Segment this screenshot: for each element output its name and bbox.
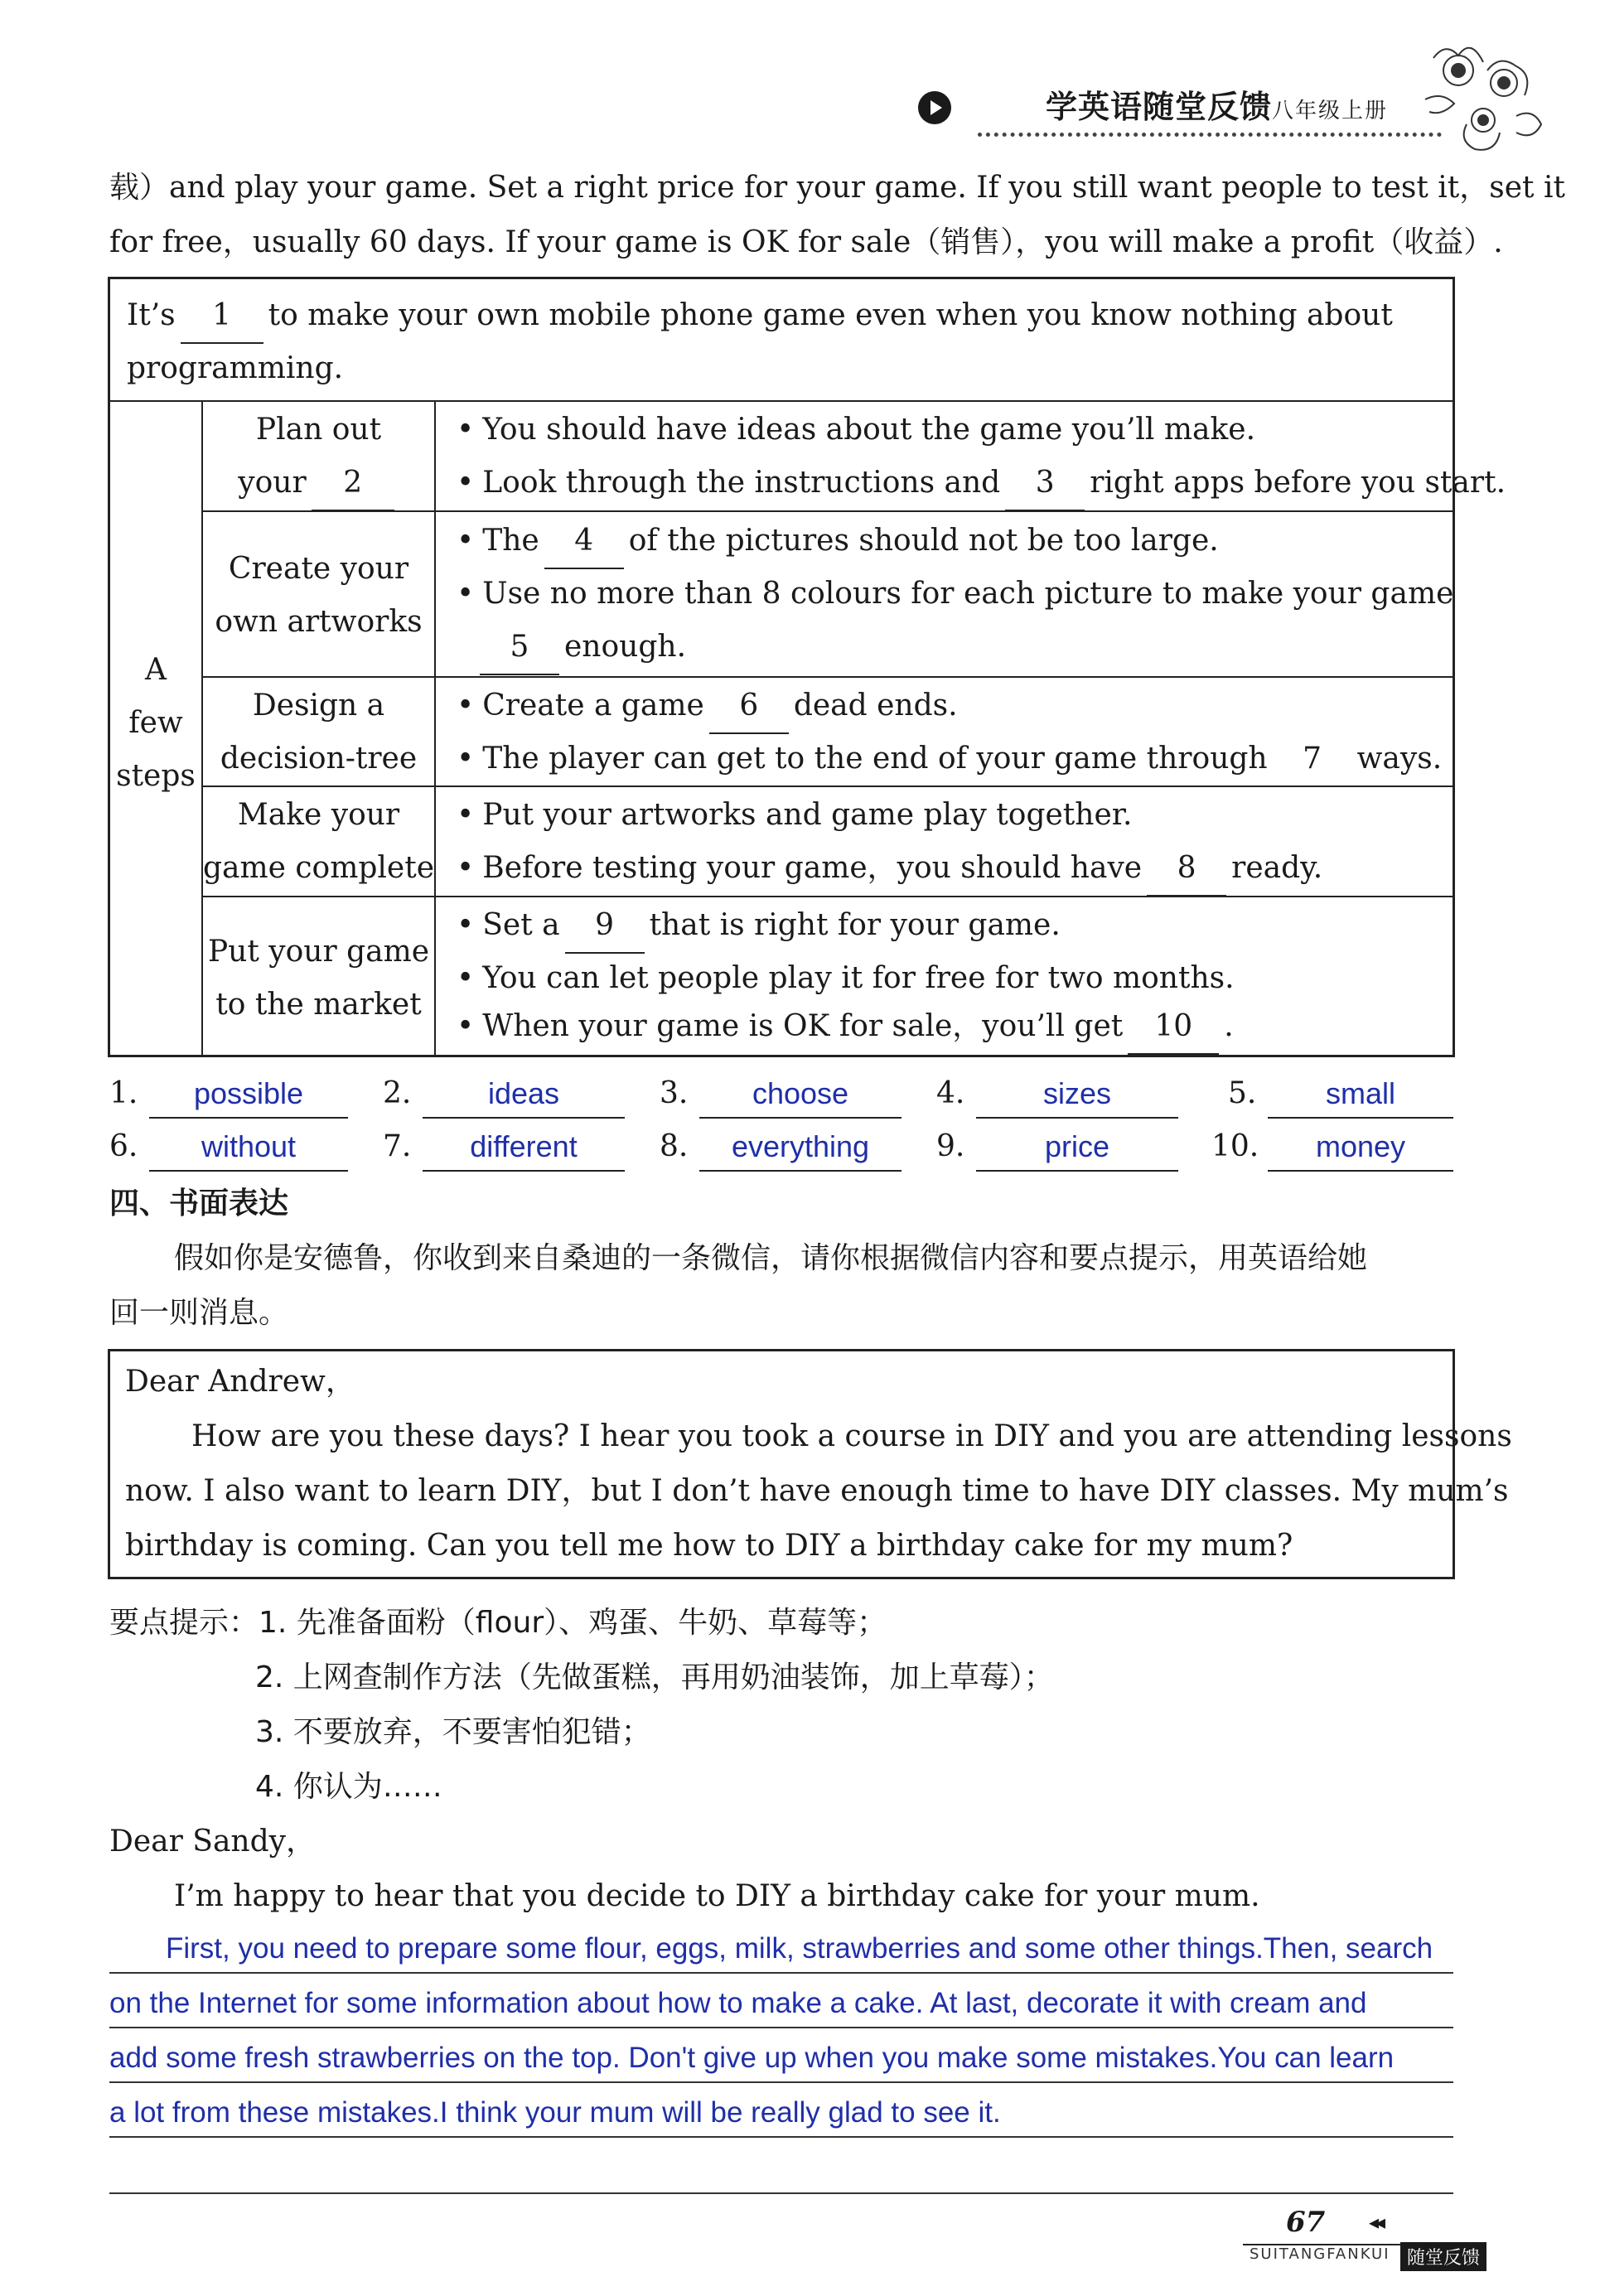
answer-field[interactable]: price [976,1122,1178,1172]
writing-rule [109,1972,1453,1974]
blank-7: 7 [1273,732,1352,787]
page-number: 67 [1286,2206,1326,2239]
bullet: • Look through the instructions and 3 right apps before you start. [457,457,1506,511]
instruction-line: 假如你是安德鲁，你收到来自桑迪的一条微信，请你根据微信内容和要点提示，用英语给她 [174,1241,1368,1275]
answer-field[interactable]: everything [699,1122,902,1172]
header-title: 学英语随堂反馈八年级上册 [1046,89,1389,125]
left-label: A few steps [116,653,196,793]
tips-label: 要点提示： [109,1606,259,1640]
table-rule [110,400,1453,402]
footer-tag: 随堂反馈 [1400,2242,1486,2271]
tips-row [109,1596,887,1651]
answer-field[interactable]: sizes [976,1069,1178,1119]
table-rule [434,400,436,1055]
bullet: • When your game is OK for sale，you’ll get 10 . [457,1000,1234,1055]
answer-number: 1. [109,1076,138,1110]
wechat-message-box [108,1349,1512,1579]
blank-8: 8 [1147,842,1226,897]
bullet: • Put your artworks and game play together. [457,798,1133,832]
writing-rule [109,2081,1453,2083]
step-label: Plan out your 2 [203,404,434,511]
writing-rule [109,2027,1453,2028]
answer-field[interactable]: small [1268,1069,1453,1119]
reply-greeting: Dear Sandy， [109,1825,316,1859]
bullet: • The 4 of the pictures should not be too large. [457,515,1219,569]
bullet: • Set a 9 that is right for your game. [457,899,1061,954]
letter-greeting: Dear Andrew， [125,1365,355,1399]
answer-field[interactable]: without [149,1122,348,1172]
answer-field[interactable]: choose [699,1069,902,1119]
reply-opening: I’m happy to hear that you decide to DIY a birthday cake for your mum. [174,1879,1260,1913]
writing-rule [109,2192,1453,2194]
handwritten-line: on the Internet for some information about how to make a cake. At last, decorate it with cream and [109,1987,1367,2019]
answer-field[interactable]: ideas [423,1069,625,1119]
footer-pinyin: SUITANGFANKUI [1250,2245,1390,2263]
letter-line: How are you these days? I hear you took a course in DIY and you are attending lessons [191,1419,1512,1453]
step-label: Design a decision-tree [220,689,418,776]
back-arrows-icon: ◂◂ [1369,2211,1383,2234]
handwritten-line: a lot from these mistakes.I think your mum will be really glad to see it. [109,2096,1001,2129]
answer-field[interactable]: possible [149,1069,348,1119]
blank-6: 6 [709,679,789,734]
answer-number: 6. [109,1129,138,1163]
bullet: • Before testing your game，you should have 8 ready. [457,842,1322,897]
bullet: • Use no more than 8 colours for each picture to make your game [457,577,1454,611]
instruction-line: 回一则消息。 [109,1296,289,1330]
tip-item: 2. 上网查制作方法（先做蛋糕，再用奶油装饰，加上草莓）； [255,1660,1054,1694]
answer-number: 7. [383,1129,412,1163]
handwritten-line: add some fresh strawberries on the top. Don't give up when you make some mistakes.You can learn [109,2042,1395,2074]
paragraph-line: 载）and play your game. Set a right price for your game. If you still want people to test it，set it [109,171,1565,205]
answer-field[interactable]: money [1268,1122,1453,1172]
summary-table [108,277,1506,1057]
step-label: Make your game complete [203,798,434,885]
tip-item: 1. 先准备面粉（flour）、鸡蛋、牛奶、草莓等； [259,1606,887,1640]
letter-line: now. I also want to learn DIY，but I don’t have enough time to have DIY classes. My mum’s [125,1474,1509,1508]
answer-number: 9. [936,1129,965,1163]
play-icon [918,91,951,124]
answer-number: 2. [383,1076,412,1110]
header-subtitle: 八年级上册 [1272,99,1389,123]
answer-number: 3. [660,1076,689,1110]
bullet: • Create a game 6 dead ends. [457,679,958,734]
tip-item: 4. 你认为…… [255,1770,442,1804]
handwritten-line: First, you need to prepare some flour, eggs, milk, strawberries and some other things.Then, search [166,1932,1433,1965]
blank-3: 3 [1005,457,1085,511]
header-dotted-rule [978,133,1442,137]
writing-rule [109,2136,1453,2138]
answer-number: 5. [1228,1076,1257,1110]
bullet: • You should have ideas about the game you’ll make. [457,413,1256,447]
letter-line: birthday is coming. Can you tell me how to DIY a birthday cake for my mum? [125,1529,1293,1563]
answer-number: 8. [660,1129,689,1163]
bullet: • You can let people play it for free for two months. [457,961,1235,995]
tip-item: 3. 不要放弃，不要害怕犯错； [255,1715,651,1749]
step-label: Put your game to the market [207,935,430,1022]
section-heading: 四、书面表达 [109,1187,289,1221]
bullet: • The player can get to the end of your game through 7 ways. [457,732,1442,787]
answer-number: 4. [936,1076,965,1110]
step-label: Create your own artworks [215,552,423,639]
answer-number: 10. [1211,1129,1259,1163]
blank-10: 10 [1128,1000,1219,1055]
blank-4: 4 [544,515,624,569]
paragraph-line: for free，usually 60 days. If your game is OK for sale（销售），you will make a profit（收益）. [109,225,1503,259]
answer-field[interactable]: different [423,1122,625,1172]
flower-decoration-icon [1409,25,1549,166]
table-intro: It’s 1 to make your own mobile phone game even when you know nothing about [127,289,1393,344]
blank-1: 1 [181,289,263,344]
blank-9: 9 [565,899,645,954]
blank-5: 5 [480,621,559,675]
table-intro-cont: programming. [127,351,344,385]
bullet-cont: 5 enough. [475,621,686,675]
blank-2: 2 [312,457,394,511]
table-rule [201,676,1453,678]
